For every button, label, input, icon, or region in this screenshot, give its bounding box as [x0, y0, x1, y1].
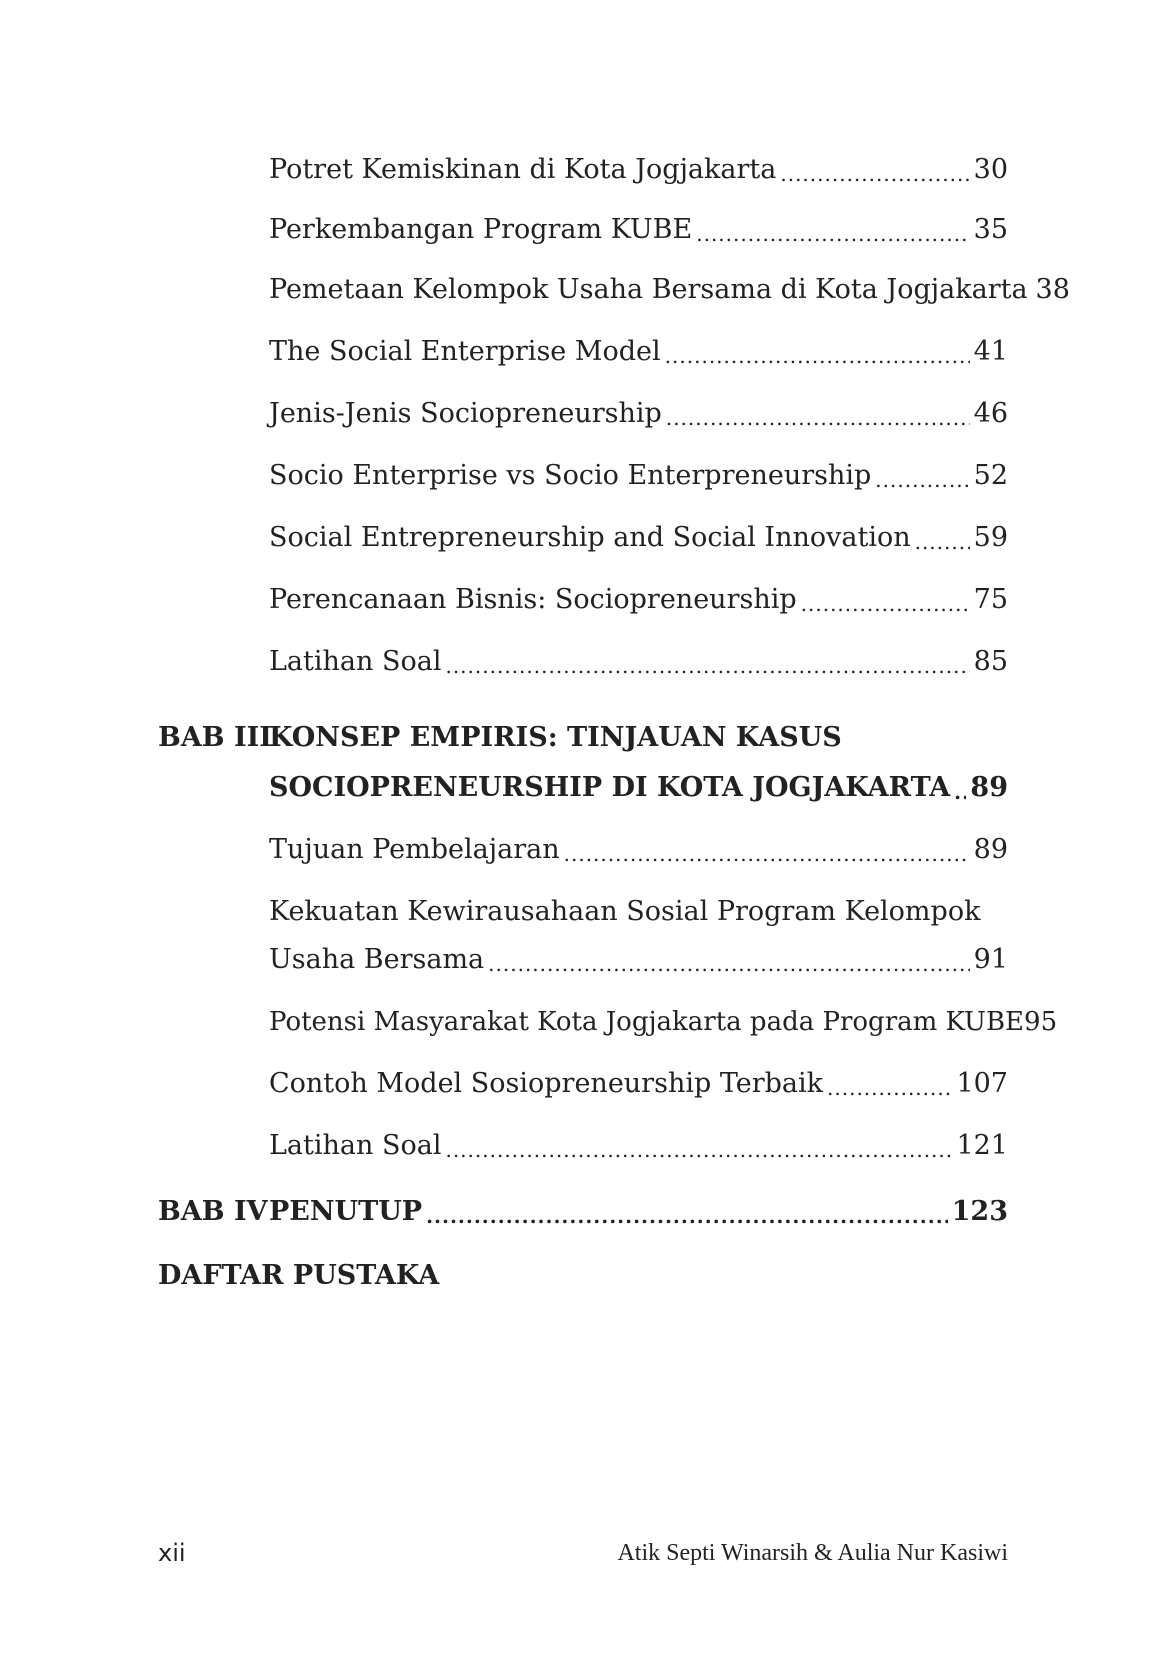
dot-leader — [780, 158, 969, 190]
toc-entry-page: 95 — [1024, 1007, 1058, 1037]
toc-entry[interactable] — [269, 210, 1008, 250]
toc-entry[interactable] — [269, 830, 1008, 870]
toc-entry[interactable] — [269, 270, 1070, 310]
toc-entry[interactable] — [269, 642, 1008, 682]
toc-entry-title-line2: Usaha Bersama — [269, 944, 485, 975]
chapter-label: BAB III — [158, 722, 272, 753]
chapter-page: 89 — [970, 772, 1008, 803]
footer-authors: Atik Septi Winarsih & Aulia Nur Kasiwi — [617, 1540, 1008, 1566]
chapter-title-line2: SOCIOPRENEURSHIP DI KOTA JOGJAKARTA — [269, 772, 951, 803]
toc-chapter-entry[interactable] — [269, 1192, 1008, 1232]
dot-leader — [488, 948, 969, 980]
dot-leader — [875, 464, 969, 496]
dot-leader — [827, 1072, 952, 1104]
dot-leader — [426, 1200, 948, 1232]
toc-entry-page: 52 — [973, 460, 1008, 491]
toc-entry-title: Latihan Soal — [269, 646, 442, 677]
toc-entry-page: 35 — [973, 214, 1008, 245]
footer-page-number: xii — [158, 1539, 186, 1567]
toc-entry-page: 89 — [973, 834, 1008, 865]
toc-entry-page: 107 — [956, 1068, 1008, 1099]
chapter-title: PENUTUP — [269, 1196, 423, 1227]
toc-entry-title-line1: Kekuatan Kewirausahaan Sosial Program Kelompok — [269, 896, 981, 927]
toc-entry-page: 46 — [973, 398, 1008, 429]
toc-entry-title: Potret Kemiskinan di Kota Jogjakarta — [269, 154, 777, 185]
toc-chapter-entry[interactable] — [269, 768, 1008, 808]
dot-leader — [445, 1134, 952, 1166]
toc-entry[interactable] — [269, 456, 1008, 496]
toc-entry[interactable] — [269, 394, 1008, 434]
toc-entry[interactable] — [269, 1002, 1058, 1042]
toc-entry[interactable] — [269, 1064, 1008, 1104]
toc-entry-title: Social Entrepreneurship and Social Innovation — [269, 522, 911, 553]
toc-entry-page: 59 — [973, 522, 1008, 553]
toc-entry[interactable] — [269, 1126, 1008, 1166]
dot-leader — [666, 402, 970, 434]
toc-entry-title: Potensi Masyarakat Kota Jogjakarta pada Program KUBE — [269, 1007, 1025, 1037]
dot-leader — [954, 776, 966, 808]
toc-entry-title: The Social Enterprise Model — [269, 336, 661, 367]
dot-leader — [801, 588, 970, 620]
toc-entry-title: Contoh Model Sosiopreneurship Terbaik — [269, 1068, 824, 1099]
chapter-label: BAB IV — [158, 1196, 268, 1227]
toc-entry-title: Perencanaan Bisnis: Sociopreneurship — [269, 584, 797, 615]
dot-leader — [915, 526, 970, 558]
toc-entry[interactable] — [269, 580, 1008, 620]
chapter-page: 123 — [951, 1196, 1008, 1227]
dot-leader — [665, 340, 970, 372]
toc-entry[interactable] — [269, 150, 1008, 190]
chapter-title-line1: KONSEP EMPIRIS: TINJAUAN KASUS — [269, 722, 842, 753]
dot-leader — [564, 838, 970, 870]
toc-entry-title: Socio Enterprise vs Socio Enterpreneurship — [269, 460, 872, 491]
toc-entry-title: Pemetaan Kelompok Usaha Bersama di Kota Jogjakarta — [269, 274, 1028, 305]
toc-entry-title: Latihan Soal — [269, 1130, 442, 1161]
toc-entry[interactable] — [269, 332, 1008, 372]
toc-entry-title: Tujuan Pembelajaran — [269, 834, 560, 865]
toc-entry[interactable] — [269, 940, 1008, 980]
toc-entry-page: 75 — [973, 584, 1008, 615]
toc-entry-page: 91 — [973, 944, 1008, 975]
toc-entry[interactable] — [269, 518, 1008, 558]
toc-entry-page: 38 — [1035, 274, 1070, 305]
toc-entry-page: 41 — [973, 336, 1008, 367]
toc-entry-title: Perkembangan Program KUBE — [269, 214, 693, 245]
bibliography-heading[interactable]: DAFTAR PUSTAKA — [158, 1260, 440, 1291]
toc-entry-title: Jenis-Jenis Sociopreneurship — [269, 398, 662, 429]
toc-entry-page: 85 — [973, 646, 1008, 677]
dot-leader — [445, 650, 969, 682]
dot-leader — [696, 218, 969, 250]
toc-entry-page: 30 — [973, 154, 1008, 185]
toc-entry-page: 121 — [956, 1130, 1008, 1161]
